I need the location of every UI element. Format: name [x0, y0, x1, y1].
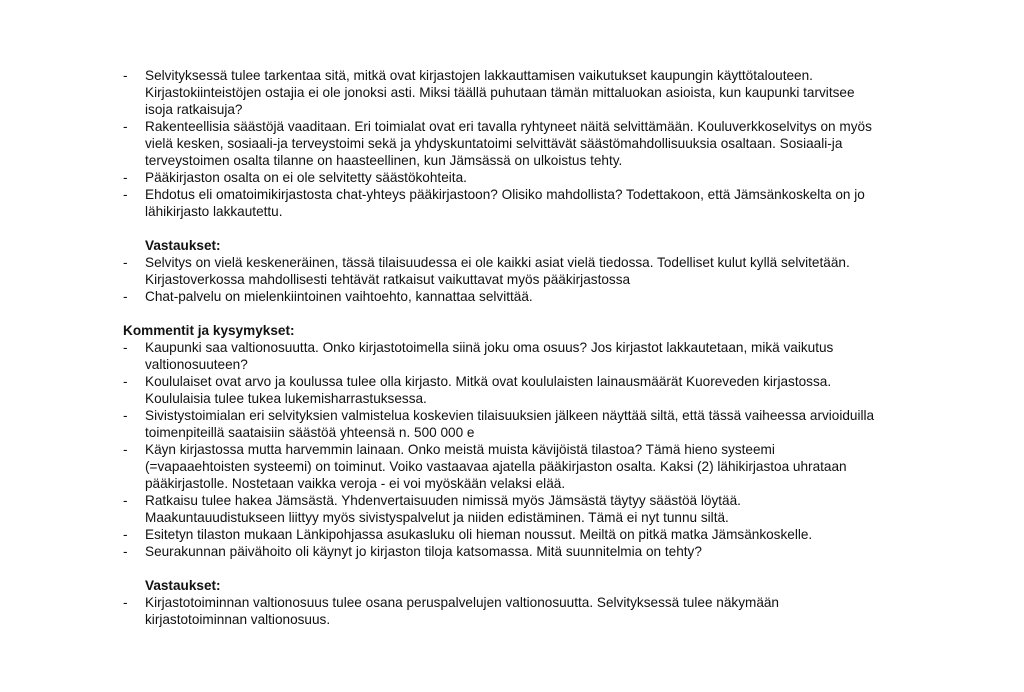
bullet-dash: -	[123, 170, 128, 185]
bullet-dash: -	[123, 289, 128, 304]
list-item-text: Kaupunki saa valtionosuutta. Onko kirjastotoimella siinä joku oma osuus? Jos kirjastot lakkautetaan, mikä vaikutus	[145, 340, 834, 355]
list-item	[123, 543, 953, 560]
bullet-dash: -	[123, 544, 128, 559]
list-item-text: Koululaisia tulee tukea lukemisharrastuksessa.	[145, 391, 427, 406]
list-item-text: Esitetyn tilaston mukaan Länkipohjassa asukasluku oli hieman noussut. Meiltä on pitkä matka Jämsänkoskelle.	[145, 527, 813, 542]
list-item	[123, 373, 953, 407]
bullet-dash: -	[123, 493, 128, 508]
list-item	[123, 441, 953, 492]
bullet-dash: -	[123, 340, 128, 355]
list-item-text: toimenpiteillä saataisiin säästöä yhteensä n. 500 000 e	[145, 425, 475, 440]
list-item-text: Sivistystoimialan eri selvityksien valmistelua koskevien tilaisuuksien jälkeen näyttää siltä, että tässä vaiheessa arvioiduilla	[145, 408, 875, 423]
list-item-text: isoja ratkaisuja?	[145, 102, 243, 117]
list-item-text: Selvityksessä tulee tarkentaa sitä, mitkä ovat kirjastojen lakkauttamisen vaikutukset kaupungin käyttötalouteen.	[145, 68, 813, 83]
list-item	[123, 526, 953, 543]
list-item	[123, 169, 953, 186]
list-item	[123, 339, 953, 373]
bullet-dash: -	[123, 68, 128, 83]
list-item-text: Seurakunnan päivähoito oli käynyt jo kirjaston tiloja katsomassa. Mitä suunnitelmia on tehty?	[145, 544, 702, 559]
list-item-text: vielä kesken, sosiaali-ja terveystoimi sekä ja yhdyskuntatoimi selvittävät säästömahdollisuuksia osaltaan. Sosiaali-ja	[145, 136, 843, 151]
list-item	[123, 407, 953, 441]
list-item	[123, 67, 953, 118]
list-item	[123, 254, 953, 288]
document-content	[123, 67, 953, 628]
list-item	[123, 288, 953, 305]
list-item-text: Kirjastokiinteistöjen ostajia ei ole jonoksi asti. Miksi täällä puhutaan tämän mittaluokan asioista, kun kaupunki tarvitsee	[145, 85, 855, 100]
list-item-text: Chat-palvelu on mielenkiintoinen vaihtoehto, kannattaa selvittää.	[145, 289, 533, 304]
bullet-dash: -	[123, 595, 128, 610]
list-item-text: Maakuntauudistukseen liittyy myös sivistyspalvelut ja niiden edistäminen. Tämä ei nyt tunnu siltä.	[145, 510, 729, 525]
list-item-text: Koululaiset ovat arvo ja koulussa tulee olla kirjasto. Mitkä ovat koululaisten lainausmäärät Kuoreveden kirjastossa.	[145, 374, 832, 389]
list-item-text: Pääkirjaston osalta on ei ole selvitetty säästökohteita.	[145, 170, 467, 185]
list-item-text: Ratkaisu tulee hakea Jämsästä. Yhdenvertaisuuden nimissä myös Jämsästä täytyy säästöä löytää.	[145, 493, 741, 508]
section-heading: Kommentit ja kysymykset:	[123, 323, 295, 338]
list-item-text: terveystoimen osalta tilanne on haasteellinen, kun Jämsässä on ulkoistus tehty.	[145, 153, 623, 168]
list-item-text: Selvitys on vielä keskeneräinen, tässä tilaisuudessa ei ole kaikki asiat vielä tiedossa. Todelliset kulut kyllä selvitetään.	[145, 255, 850, 270]
list-item-text: kirjastotoiminnan valtionosuus.	[145, 612, 331, 627]
list-item	[123, 118, 953, 169]
list-item	[123, 186, 953, 220]
bullet-dash: -	[123, 119, 128, 134]
bullet-dash: -	[123, 255, 128, 270]
list-item	[123, 594, 953, 628]
bullet-dash: -	[123, 527, 128, 542]
answers-heading: Vastaukset:	[145, 578, 221, 593]
list-item-text: (=vapaaehtoisten systeemi) on toiminut. Voiko vastaavaa ajatella pääkirjaston osalta. Kaksi (2) lähikirjastoa uhrataan	[145, 459, 847, 474]
list-item	[123, 492, 953, 526]
bullet-dash: -	[123, 187, 128, 202]
list-item-text: Rakenteellisia säästöjä vaaditaan. Eri toimialat ovat eri tavalla ryhtyneet näitä selvittämään. Kouluverkkoselvitys on myös	[145, 119, 872, 134]
answers-heading: Vastaukset:	[145, 238, 221, 253]
bullet-dash: -	[123, 408, 128, 423]
list-item-text: Käyn kirjastossa mutta harvemmin lainaan. Onko meistä muista kävijöistä tilastoa? Tämä hieno systeemi	[145, 442, 775, 457]
bullet-dash: -	[123, 442, 128, 457]
list-item-text: Ehdotus eli omatoimikirjastosta chat-yhteys pääkirjastoon? Olisiko mahdollista? Todettakoon, että Jämsänkoskelta on jo	[145, 187, 865, 202]
list-item-text: pääkirjastolle. Nostetaan vaikka veroja - ei voi myöskään velaksi elää.	[145, 476, 566, 491]
list-item-text: Kirjastoverkossa mahdollisesti tehtävät ratkaisut vaikuttavat myös pääkirjastossa	[145, 272, 631, 287]
bullet-dash: -	[123, 374, 128, 389]
list-item-text: lähikirjasto lakkautettu.	[145, 204, 283, 219]
list-item-text: valtionosuuteen?	[145, 357, 248, 372]
list-item-text: Kirjastotoiminnan valtionosuus tulee osana peruspalvelujen valtionosuutta. Selvityksessä tulee näkymään	[145, 595, 779, 610]
